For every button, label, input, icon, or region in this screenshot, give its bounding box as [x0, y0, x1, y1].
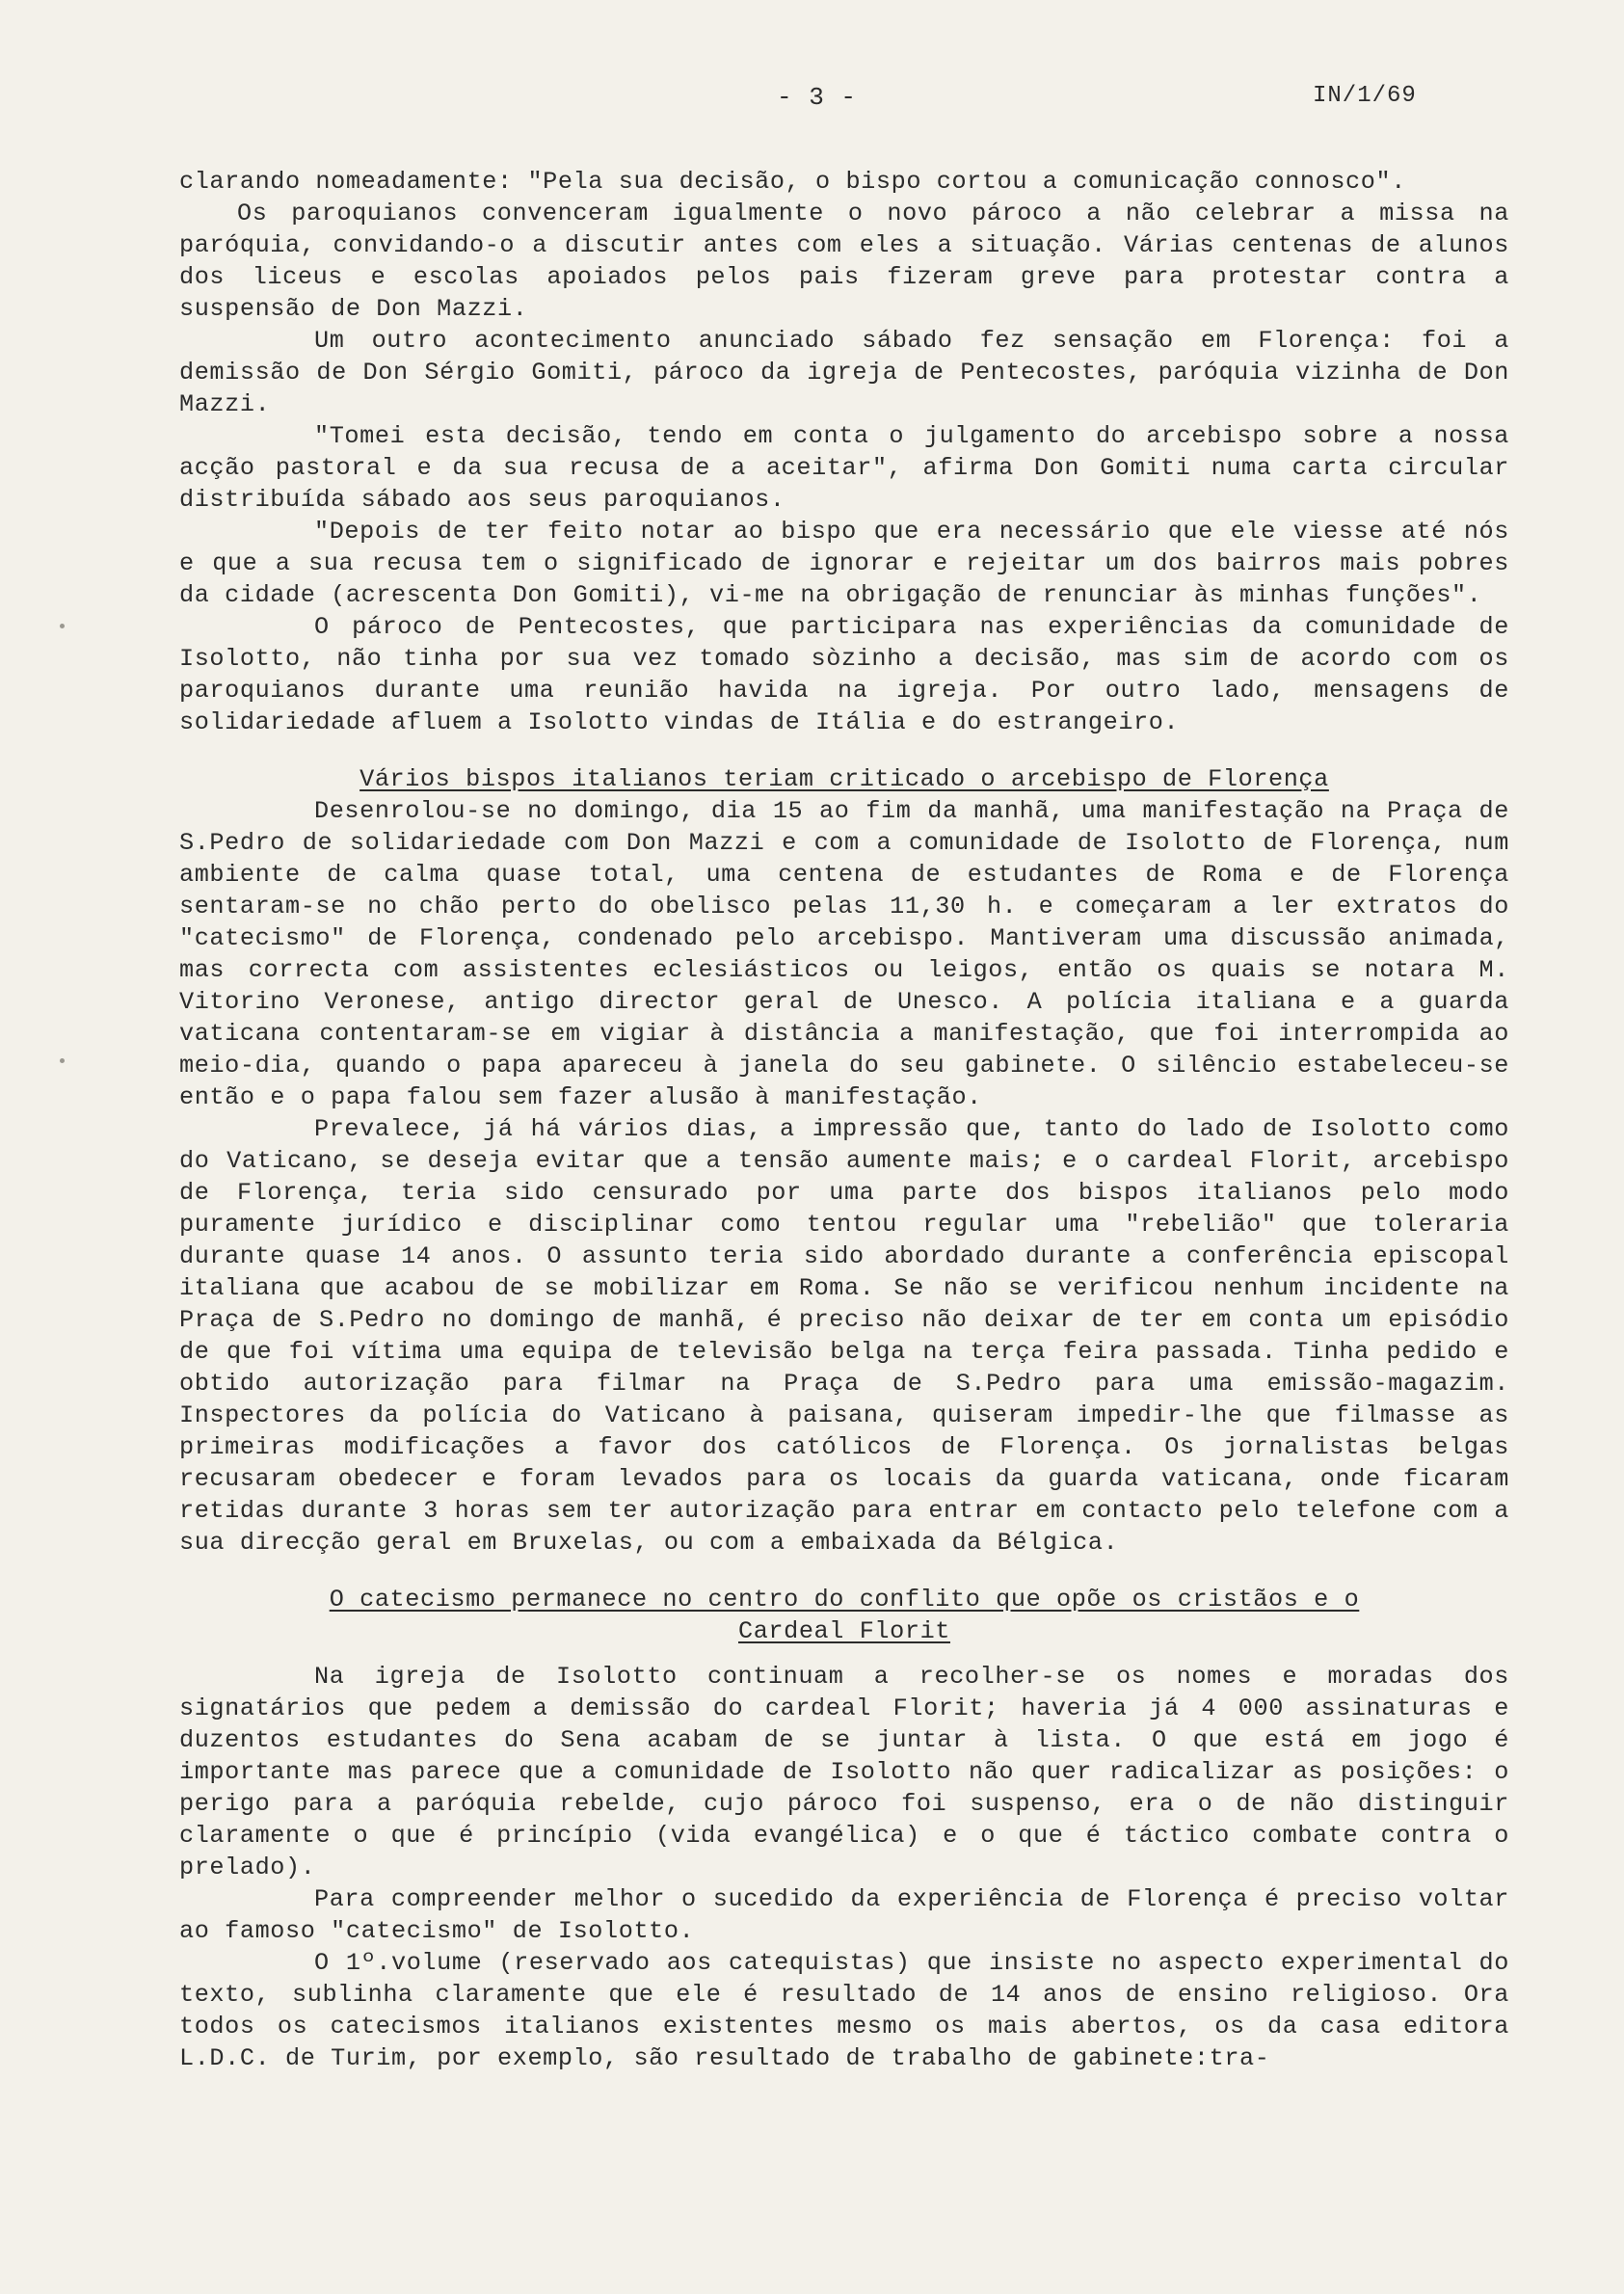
section-heading: O catecismo permanece no centro do conflito que opõe os cristãos e o [329, 1586, 1360, 1614]
page-header [0, 83, 1624, 118]
paragraph: O pároco de Pentecostes, que participara nas experiências da comunidade de Isolotto, não tinha por sua vez tomado sòzinho a decisão, mas sim de acordo com os paroquianos durante uma reunião havida na igreja. Por outro lado, mensagens de solidariedade afluem a Isolotto vindas de Itália e do estrangeiro. [179, 613, 1509, 736]
paragraph: clarando nomeadamente: "Pela sua decisão, o bispo cortou a comunicação connosco". [179, 168, 1406, 196]
paragraph: Um outro acontecimento anunciado sábado fez sensação em Florença: foi a demissão de Don Sérgio Gomiti, pároco da igreja de Pentecostes, paróquia vizinha de Don Mazzi. [179, 327, 1509, 418]
page-number: - 3 - [777, 83, 858, 112]
punch-mark [60, 624, 65, 628]
paragraph: Na igreja de Isolotto continuam a recolher-se os nomes e moradas dos signatários que pedem a demissão do cardeal Florit; haveria já 4 000 assinaturas e duzentos estudantes do Sena acabam de se juntar à lista. O que está em jogo é importante mas parece que a comunidade de Isolotto não quer radicalizar as posições: o perigo para a paróquia rebelde, cujo pároco foi suspenso, era o de não distinguir claramente o que é princípio (vida evangélica) e o que é táctico combate contra o prelado). [179, 1663, 1509, 1881]
paragraph: Prevalece, já há vários dias, a impressão que, tanto do lado de Isolotto como do Vaticano, se deseja evitar que a tensão aumente mais; e o cardeal Florit, arcebispo de Florença, teria sido censurado por uma parte dos bispos italianos pelo modo puramente jurídico e disciplinar como tentou regular uma "rebelião" que toleraria durante quase 14 anos. O assunto teria sido abordado durante a conferência episcopal italiana que acabou de se mobilizar em Roma. Se não se verificou nenhum incidente na Praça de S.Pedro no domingo de manhã, é preciso não deixar de ter em conta um episódio de que foi vítima uma equipa de televisão belga na terça feira passada. Tinha pedido e obtido autorização para filmar na Praça de S.Pedro para uma emissão-magazim. Inspectores da polícia do Vaticano à paisana, quiseram impedir-lhe que filmasse as primeiras modificações a favor dos católicos de Florença. Os jornalistas belgas recusaram obedecer e foram levados para os locais da guarda vaticana, onde ficaram retidas durante 3 horas sem ter autorização para entrar em contacto pelo telefone com a sua direcção geral em Bruxelas, ou com a embaixada da Bélgica. [179, 1115, 1509, 1557]
paragraph: Os paroquianos convenceram igualmente o novo pároco a não celebrar a missa na paróquia, convidando-o a discutir antes com eles a situação. Várias centenas de alunos dos liceus e escolas apoiados pelos pais fizeram greve para protestar contra a suspensão de Don Mazzi. [179, 200, 1509, 323]
document-reference: IN/1/69 [1313, 83, 1417, 109]
document-body [179, 166, 1509, 2074]
paragraph: "Depois de ter feito notar ao bispo que era necessário que ele viesse até nós e que a sua recusa tem o significado de ignorar e rejeitar um dos bairros mais pobres da cidade (acrescenta Don Gomiti), vi-me na obrigação de renunciar às minhas funções". [179, 518, 1509, 609]
punch-mark [60, 1058, 65, 1063]
section-heading: Cardeal Florit [737, 1617, 950, 1645]
paragraph: O 1º.volume (reservado aos catequistas) que insiste no aspecto experimental do texto, sublinha claramente que ele é resultado de 14 anos de ensino religioso. Ora todos os catecismos italianos existentes mesmo os mais abertos, os da casa editora L.D.C. de Turim, por exemplo, são resultado de trabalho de gabinete:tra- [179, 1949, 1509, 2072]
section-heading: Vários bispos italianos teriam criticado o arcebispo de Florença [359, 765, 1329, 793]
paragraph: Desenrolou-se no domingo, dia 15 ao fim da manhã, uma manifestação na Praça de S.Pedro de solidariedade com Don Mazzi e com a comunidade de Isolotto de Florença, num ambiente de calma quase total, uma centena de estudantes de Roma e de Florença sentaram-se no chão perto do obelisco pelas 11,30 h. e começaram a ler extratos do "catecismo" de Florença, condenado pelo arcebispo. Mantiveram uma discussão animada, mas correcta com assistentes eclesiásticos ou leigos, então os quais se notara M. Vitorino Veronese, antigo director geral de Unesco. A polícia italiana e a guarda vaticana contentaram-se em vigiar à distância a manifestação, que foi interrompida ao meio-dia, quando o papa apareceu à janela do seu gabinete. O silêncio estabeleceu-se então e o papa falou sem fazer alusão à manifestação. [179, 797, 1509, 1111]
paragraph: Para compreender melhor o sucedido da experiência de Florença é preciso voltar ao famoso "catecismo" de Isolotto. [179, 1885, 1509, 1945]
paragraph: "Tomei esta decisão, tendo em conta o julgamento do arcebispo sobre a nossa acção pastoral e da sua recusa de a aceitar", afirma Don Gomiti numa carta circular distribuída sábado aos seus paroquianos. [179, 422, 1509, 514]
